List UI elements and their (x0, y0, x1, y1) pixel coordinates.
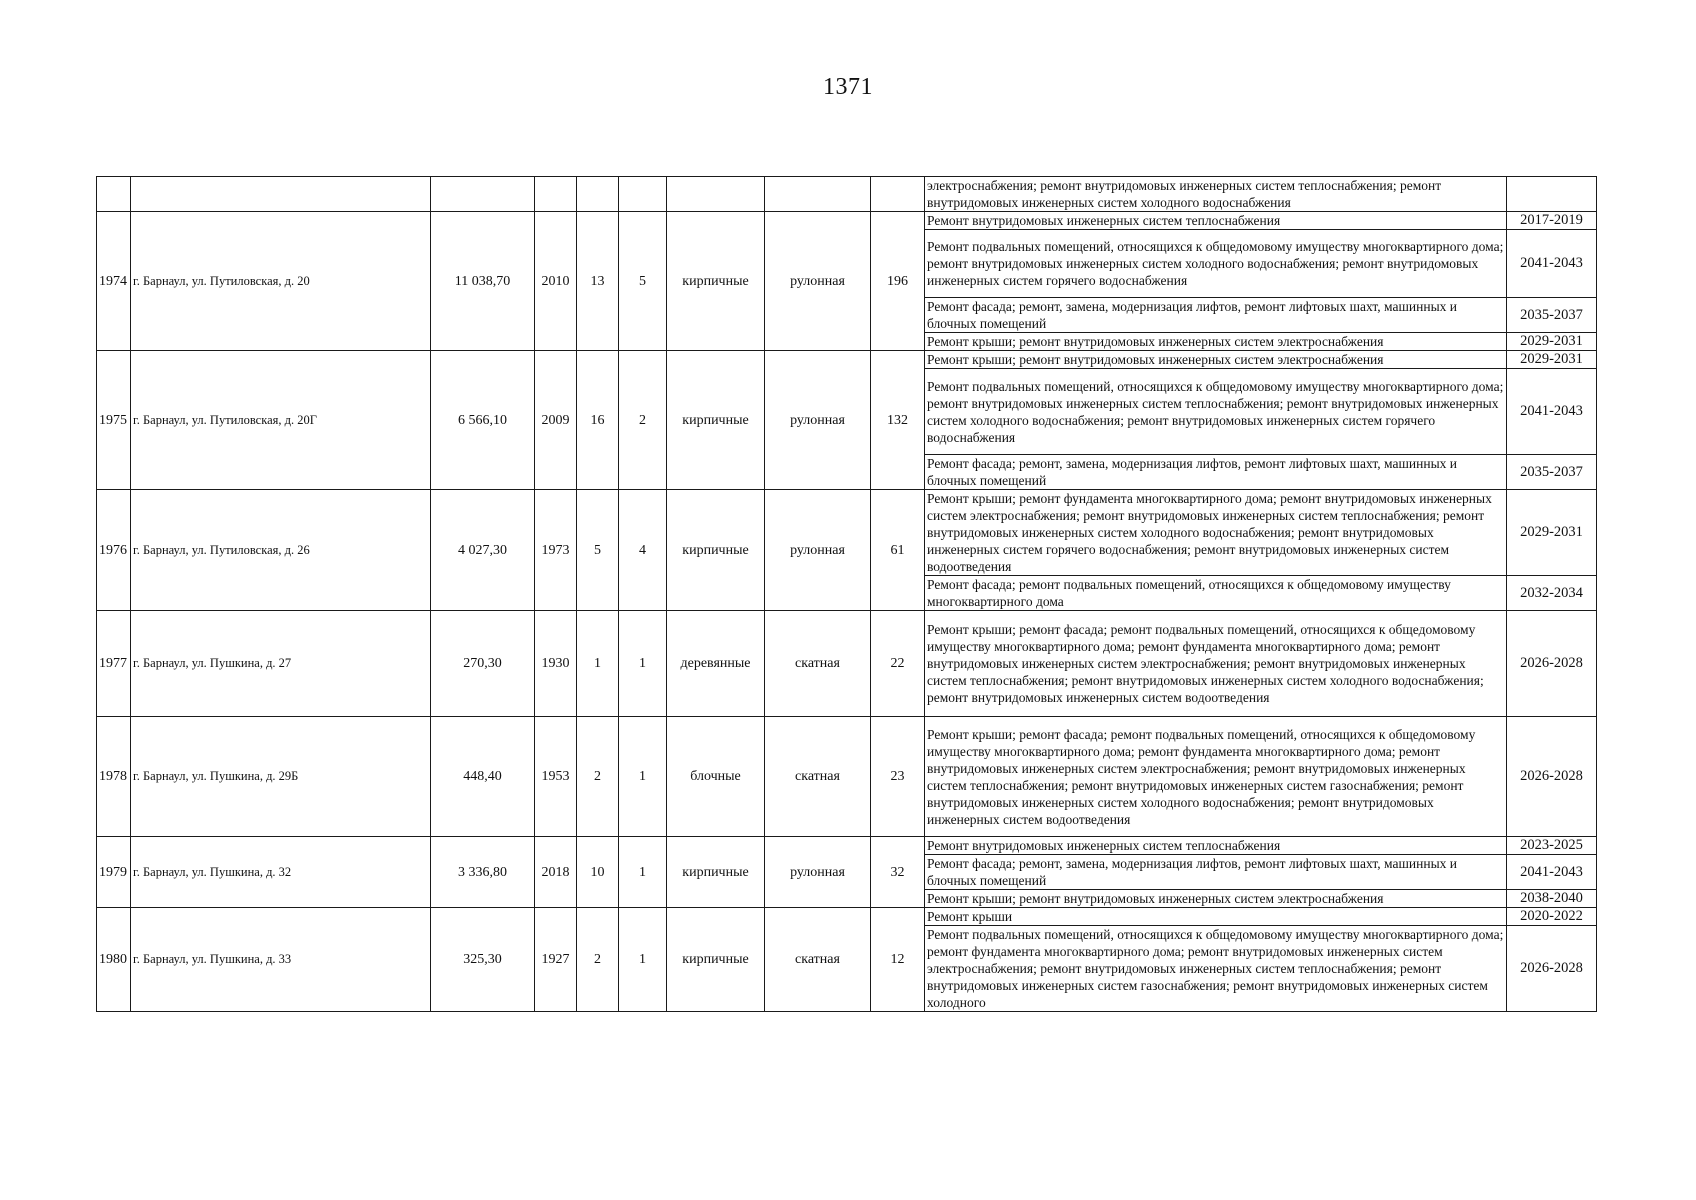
record-number-cell: 1975 (97, 351, 131, 490)
floors-cell: 2 (577, 717, 619, 837)
area-cell: 3 336,80 (431, 837, 535, 908)
works-cell: Ремонт фасада; ремонт, замена, модернизация лифтов, ремонт лифтовых шахт, машинных и блочных помещений (925, 298, 1507, 333)
entrances-cell: 1 (619, 717, 667, 837)
works-cell: Ремонт крыши; ремонт внутридомовых инженерных систем электроснабжения (925, 890, 1507, 908)
period-cell (1507, 177, 1597, 212)
works-cell: электроснабжения; ремонт внутридомовых инженерных систем теплоснабжения; ремонт внутридомовых инженерных систем холодного водоснабжения (925, 177, 1507, 212)
wall-material-cell: деревянные (667, 611, 765, 717)
empty-cell (431, 177, 535, 212)
page-number: 1371 (823, 74, 873, 100)
period-cell: 2017-2019 (1507, 212, 1597, 230)
record-number-cell: 1979 (97, 837, 131, 908)
period-cell: 2029-2031 (1507, 333, 1597, 351)
roof-type-cell: скатная (765, 908, 871, 1012)
year-built-cell: 2018 (535, 837, 577, 908)
period-cell: 2038-2040 (1507, 890, 1597, 908)
entrances-cell: 1 (619, 611, 667, 717)
floors-cell: 10 (577, 837, 619, 908)
floors-cell: 16 (577, 351, 619, 490)
area-cell: 6 566,10 (431, 351, 535, 490)
wall-material-cell: кирпичные (667, 837, 765, 908)
works-cell: Ремонт крыши; ремонт фасада; ремонт подвальных помещений, относящихся к общедомовому имуществу многоквартирного дома; ремонт фундамента многоквартирного дома; ремонт внутридомовых инженерных систем электроснабжения; ремонт внутридомовых инженерных систем теплоснабжения; ремонт внутридомовых инженерных систем газоснабжения; ремонт внутридомовых инженерных систем холодного водоснабжения; ремонт внутридомовых инженерных систем водоотведения (925, 717, 1507, 837)
floors-cell: 1 (577, 611, 619, 717)
residents-cell: 61 (871, 490, 925, 611)
works-cell: Ремонт крыши; ремонт фундамента многоквартирного дома; ремонт внутридомовых инженерных систем электроснабжения; ремонт внутридомовых инженерных систем теплоснабжения; ремонт внутридомовых инженерных систем холодного водоснабжения; ремонт внутридомовых инженерных систем горячего водоснабжения; ремонт внутридомовых инженерных систем водоотведения (925, 490, 1507, 576)
floors-cell: 5 (577, 490, 619, 611)
area-cell: 448,40 (431, 717, 535, 837)
address-cell: г. Барнаул, ул. Путиловская, д. 20Г (131, 351, 431, 490)
works-cell: Ремонт подвальных помещений, относящихся к общедомовому имуществу многоквартирного дома; ремонт фундамента многоквартирного дома; ремонт внутридомовых инженерных систем электроснабжения; ремонт внутридомовых инженерных систем теплоснабжения; ремонт внутридомовых инженерных систем газоснабжения; ремонт внутридомовых инженерных систем холодного (925, 926, 1507, 1012)
residents-cell: 32 (871, 837, 925, 908)
works-cell: Ремонт подвальных помещений, относящихся к общедомовому имуществу многоквартирного дома; ремонт внутридомовых инженерных систем теплоснабжения; ремонт внутридомовых инженерных систем холодного водоснабжения; ремонт внутридомовых инженерных систем горячего водоснабжения (925, 369, 1507, 455)
year-built-cell: 1973 (535, 490, 577, 611)
floors-cell: 2 (577, 908, 619, 1012)
record-number-cell: 1980 (97, 908, 131, 1012)
entrances-cell: 4 (619, 490, 667, 611)
record-number-cell: 1976 (97, 490, 131, 611)
roof-type-cell: скатная (765, 717, 871, 837)
period-cell: 2035-2037 (1507, 455, 1597, 490)
wall-material-cell: кирпичные (667, 490, 765, 611)
roof-type-cell: рулонная (765, 351, 871, 490)
table-row (97, 837, 1597, 855)
works-cell: Ремонт фасада; ремонт подвальных помещений, относящихся к общедомовому имуществу многоквартирного дома (925, 576, 1507, 611)
period-cell: 2032-2034 (1507, 576, 1597, 611)
table-row (97, 212, 1597, 230)
empty-cell (131, 177, 431, 212)
table-row (97, 717, 1597, 837)
floors-cell: 13 (577, 212, 619, 351)
address-cell: г. Барнаул, ул. Путиловская, д. 26 (131, 490, 431, 611)
empty-cell (667, 177, 765, 212)
period-cell: 2041-2043 (1507, 369, 1597, 455)
works-cell: Ремонт внутридомовых инженерных систем теплоснабжения (925, 837, 1507, 855)
roof-type-cell: скатная (765, 611, 871, 717)
year-built-cell: 1930 (535, 611, 577, 717)
works-cell: Ремонт внутридомовых инженерных систем теплоснабжения (925, 212, 1507, 230)
entrances-cell: 5 (619, 212, 667, 351)
works-cell: Ремонт крыши; ремонт фасада; ремонт подвальных помещений, относящихся к общедомовому имуществу многоквартирного дома; ремонт фундамента многоквартирного дома; ремонт внутридомовых инженерных систем электроснабжения; ремонт внутридомовых инженерных систем теплоснабжения; ремонт внутридомовых инженерных систем холодного водоснабжения; ремонт внутридомовых инженерных систем водоотведения (925, 611, 1507, 717)
wall-material-cell: кирпичные (667, 212, 765, 351)
year-built-cell: 2010 (535, 212, 577, 351)
period-cell: 2026-2028 (1507, 611, 1597, 717)
entrances-cell: 1 (619, 908, 667, 1012)
works-cell: Ремонт фасада; ремонт, замена, модернизация лифтов, ремонт лифтовых шахт, машинных и блочных помещений (925, 455, 1507, 490)
record-number-cell: 1978 (97, 717, 131, 837)
empty-cell (577, 177, 619, 212)
address-cell: г. Барнаул, ул. Путиловская, д. 20 (131, 212, 431, 351)
address-cell: г. Барнаул, ул. Пушкина, д. 32 (131, 837, 431, 908)
empty-cell (535, 177, 577, 212)
capital-repair-table (96, 176, 1597, 1012)
works-cell: Ремонт крыши; ремонт внутридомовых инженерных систем электроснабжения (925, 333, 1507, 351)
address-cell: г. Барнаул, ул. Пушкина, д. 33 (131, 908, 431, 1012)
year-built-cell: 1953 (535, 717, 577, 837)
works-cell: Ремонт крыши (925, 908, 1507, 926)
period-cell: 2023-2025 (1507, 837, 1597, 855)
works-cell: Ремонт крыши; ремонт внутридомовых инженерных систем электроснабжения (925, 351, 1507, 369)
empty-cell (97, 177, 131, 212)
address-cell: г. Барнаул, ул. Пушкина, д. 27 (131, 611, 431, 717)
table-row-continuation (97, 177, 1597, 212)
table-row (97, 908, 1597, 926)
record-number-cell: 1977 (97, 611, 131, 717)
wall-material-cell: блочные (667, 717, 765, 837)
area-cell: 325,30 (431, 908, 535, 1012)
year-built-cell: 1927 (535, 908, 577, 1012)
residents-cell: 196 (871, 212, 925, 351)
period-cell: 2026-2028 (1507, 926, 1597, 1012)
table-row (97, 490, 1597, 576)
record-number-cell: 1974 (97, 212, 131, 351)
period-cell: 2020-2022 (1507, 908, 1597, 926)
residents-cell: 132 (871, 351, 925, 490)
period-cell: 2026-2028 (1507, 717, 1597, 837)
area-cell: 11 038,70 (431, 212, 535, 351)
entrances-cell: 1 (619, 837, 667, 908)
address-cell: г. Барнаул, ул. Пушкина, д. 29Б (131, 717, 431, 837)
area-cell: 4 027,30 (431, 490, 535, 611)
residents-cell: 12 (871, 908, 925, 1012)
works-cell: Ремонт подвальных помещений, относящихся к общедомовому имуществу многоквартирного дома; ремонт внутридомовых инженерных систем холодного водоснабжения; ремонт внутридомовых инженерных систем горячего водоснабжения (925, 230, 1507, 298)
empty-cell (619, 177, 667, 212)
residents-cell: 22 (871, 611, 925, 717)
period-cell: 2029-2031 (1507, 351, 1597, 369)
roof-type-cell: рулонная (765, 837, 871, 908)
period-cell: 2041-2043 (1507, 230, 1597, 298)
year-built-cell: 2009 (535, 351, 577, 490)
residents-cell: 23 (871, 717, 925, 837)
period-cell: 2029-2031 (1507, 490, 1597, 576)
period-cell: 2041-2043 (1507, 855, 1597, 890)
period-cell: 2035-2037 (1507, 298, 1597, 333)
empty-cell (871, 177, 925, 212)
table-row (97, 351, 1597, 369)
empty-cell (765, 177, 871, 212)
roof-type-cell: рулонная (765, 490, 871, 611)
wall-material-cell: кирпичные (667, 351, 765, 490)
works-cell: Ремонт фасада; ремонт, замена, модернизация лифтов, ремонт лифтовых шахт, машинных и блочных помещений (925, 855, 1507, 890)
wall-material-cell: кирпичные (667, 908, 765, 1012)
table-row (97, 611, 1597, 717)
area-cell: 270,30 (431, 611, 535, 717)
roof-type-cell: рулонная (765, 212, 871, 351)
entrances-cell: 2 (619, 351, 667, 490)
